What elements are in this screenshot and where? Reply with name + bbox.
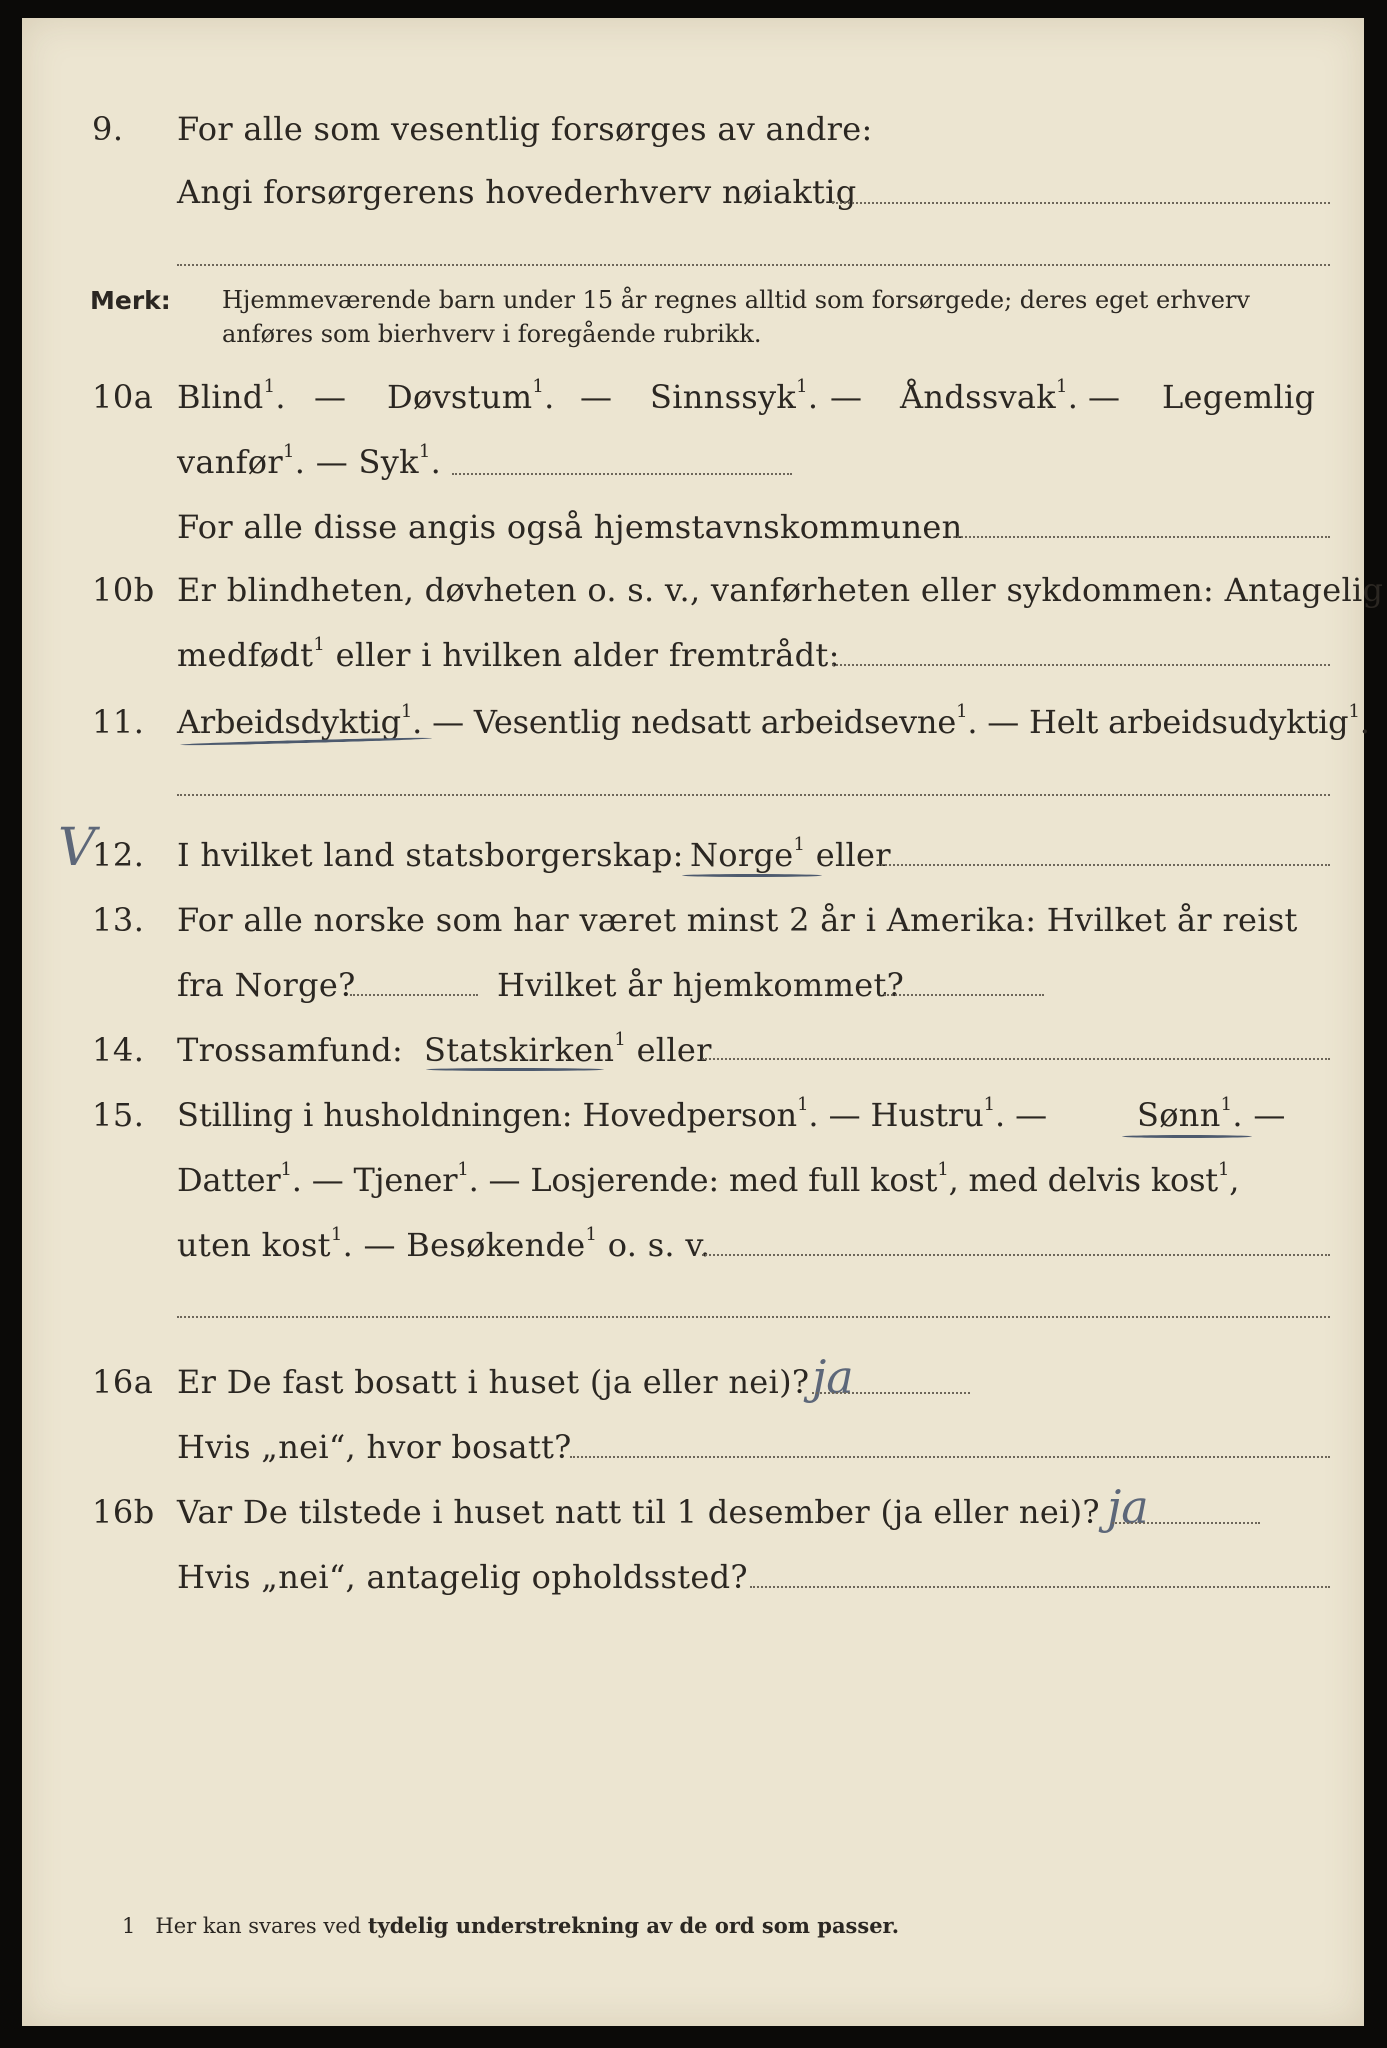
q9-number: 9. — [92, 110, 124, 148]
q16b-line2: Hvis „nei“, antagelig opholdssted? — [177, 1558, 748, 1596]
q9-answer-line[interactable] — [832, 202, 1330, 204]
merk-line2: anføres som bierhverv i foregående rubrikk. — [222, 320, 762, 348]
q14-text: Trossamfund: — [177, 1031, 404, 1069]
q15-handwritten-underline — [1122, 1135, 1252, 1138]
merk-label: Merk: — [90, 286, 171, 315]
q10a-vanfor-syk: vanfør$^1$. — Syk$^1$. — [177, 441, 442, 481]
q12-norge: Norge$^1$ eller — [690, 834, 891, 874]
q16a-number: 16a — [92, 1363, 154, 1401]
q13-reist-line[interactable] — [350, 994, 478, 996]
q11-text: Arbeidsdyktig$^1$. — Vesentlig nedsatt arbeidsevne$^1$. — Helt arbeidsudyktig$^1$. — [177, 701, 1370, 741]
q16b-handwritten-answer: ja — [1107, 1480, 1149, 1534]
q14-statskirken: Statskirken$^1$ eller — [424, 1029, 712, 1069]
q10b-number: 10b — [92, 571, 155, 609]
q16b-answer-line[interactable] — [1112, 1522, 1260, 1524]
q10b-line2: medfødt$^1$ eller i hvilken alder fremtrådt: — [177, 634, 840, 674]
q14-handwritten-underline — [426, 1068, 604, 1071]
q16b-number: 16b — [92, 1493, 155, 1531]
q13-hjemkommet-line[interactable] — [884, 994, 1044, 996]
q10a-sinnssyk: Sinnssyk$^1$. — [650, 376, 819, 416]
q10a-andssvak: Åndssvak$^1$. — [900, 376, 1079, 416]
q15-sonn: Sønn$^1$. — — [1137, 1094, 1286, 1134]
q13-line2a: fra Norge? — [177, 966, 356, 1004]
merk-line1: Hjemmeværende barn under 15 år regnes alltid som forsørgede; deres eget erhverv — [222, 286, 1250, 314]
q15-line2: Datter$^1$. — Tjener$^1$. — Losjerende: med full kost$^1$, med delvis kost$^1$, — [177, 1159, 1240, 1199]
q10a-number: 10a — [92, 378, 154, 416]
q15-line3: uten kost$^1$. — Besøkende$^1$ o. s. v. — [177, 1224, 711, 1264]
q15-line1: Stilling i husholdningen: Hovedperson$^1$. — Hustru$^1$. — — [177, 1094, 1048, 1134]
q9-answer-line-2[interactable] — [177, 264, 1330, 266]
q11-answer-line[interactable] — [177, 794, 1330, 796]
q16b-opholdssted-line[interactable] — [750, 1586, 1330, 1588]
q10a-hjemstavn-line[interactable] — [954, 536, 1330, 538]
q16a-handwritten-answer: ja — [812, 1350, 854, 1404]
q15-number: 15. — [92, 1096, 145, 1134]
q15-answer-line[interactable] — [702, 1254, 1330, 1256]
q10a-dovstum: Døvstum$^1$. — [387, 376, 555, 416]
q16a-line1: Er De fast bosatt i huset (ja eller nei)? — [177, 1363, 810, 1401]
footnote: 1 Her kan svares ved tydelig understrekning av de ord som passer. — [122, 1913, 900, 1938]
q11-number: 11. — [92, 703, 145, 741]
q12-handwritten-underline — [682, 874, 822, 877]
q16a-answer-line[interactable] — [812, 1392, 970, 1394]
q10a-dash-2: — — [580, 378, 613, 416]
q13-line1: For alle norske som har været minst 2 år i Amerika: Hvilket år reist — [177, 901, 1298, 939]
q10b-line1: Er blindheten, døvheten o. s. v., vanførheten eller sykdommen: Antagelig — [177, 571, 1384, 609]
q9-line1: For alle som vesentlig forsørges av andre: — [177, 110, 873, 148]
q10a-dash-3: — — [830, 378, 863, 416]
q13-line2b: Hvilket år hjemkommet? — [497, 966, 905, 1004]
q10a-dash-1: — — [314, 378, 347, 416]
q10a-answer-line[interactable] — [452, 473, 792, 475]
q16a-line2: Hvis „nei“, hvor bosatt? — [177, 1428, 572, 1466]
q12-check-mark: V — [58, 818, 96, 878]
q12-number: 12. — [92, 836, 145, 874]
q15-answer-line-2[interactable] — [177, 1316, 1330, 1318]
q10a-dash-4: — — [1088, 378, 1121, 416]
q16a-bosatt-line[interactable] — [570, 1456, 1330, 1458]
q10a-blind: Blind$^1$. — [177, 376, 286, 416]
census-form-page — [22, 18, 1384, 2026]
q13-number: 13. — [92, 901, 145, 939]
q12-text: I hvilket land statsborgerskap: — [177, 836, 684, 874]
q12-answer-line[interactable] — [878, 864, 1330, 866]
q9-line2: Angi forsørgerens hovederhverv nøiaktig — [177, 173, 857, 211]
q10b-answer-line[interactable] — [832, 664, 1330, 666]
q14-answer-line[interactable] — [702, 1058, 1330, 1060]
q10a-line3: For alle disse angis også hjemstavnskommunen — [177, 508, 963, 546]
q16b-line1: Var De tilstede i huset natt til 1 desember (ja eller nei)? — [177, 1493, 1100, 1531]
q10a-legemlig: Legemlig — [1162, 378, 1316, 416]
q14-number: 14. — [92, 1031, 145, 1069]
